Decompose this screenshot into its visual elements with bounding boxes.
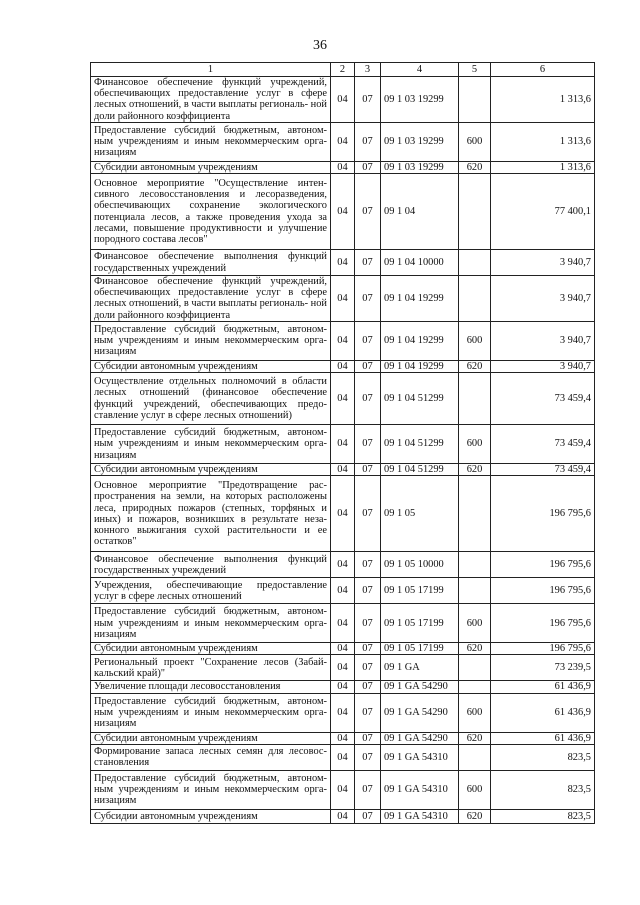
item-name: Субсидии автономным учреждениям — [91, 464, 331, 476]
subsection-code: 07 — [355, 809, 381, 823]
section-code: 04 — [331, 643, 355, 655]
header-row — [91, 63, 595, 77]
budget-table — [90, 62, 595, 824]
amount-value: 77 400,1 — [491, 174, 595, 250]
subsection-code: 07 — [355, 122, 381, 161]
section-code: 04 — [331, 174, 355, 250]
expense-type-code — [459, 476, 491, 552]
amount-value: 196 795,6 — [491, 643, 595, 655]
expense-type-code: 620 — [459, 360, 491, 372]
item-name: Основное мероприятие "Предотвращение рас- пространения на земли, на которых расположены леса, природных пожаров (степных, торфяных и иных) и пожаров, возникших в результате неза- конного выжигания сухой растительности и ее остатков" — [91, 476, 331, 552]
section-code: 04 — [331, 360, 355, 372]
subsection-code: 07 — [355, 681, 381, 693]
target-article-code: 09 1 GA 54310 — [381, 744, 459, 770]
section-code: 04 — [331, 552, 355, 578]
item-name: Предоставление субсидий бюджетным, автоном- ным учреждениям и иным некоммерческим орга- низациям — [91, 604, 331, 643]
target-article-code: 09 1 05 17199 — [381, 643, 459, 655]
expense-type-code — [459, 655, 491, 681]
amount-value: 1 313,6 — [491, 77, 595, 123]
expense-type-code: 620 — [459, 161, 491, 173]
table-row — [91, 732, 595, 744]
table-row — [91, 122, 595, 161]
subsection-code: 07 — [355, 744, 381, 770]
expense-type-code: 620 — [459, 643, 491, 655]
amount-value: 73 239,5 — [491, 655, 595, 681]
expense-type-code: 600 — [459, 770, 491, 809]
section-code: 04 — [331, 122, 355, 161]
subsection-code: 07 — [355, 464, 381, 476]
amount-value: 73 459,4 — [491, 464, 595, 476]
target-article-code: 09 1 04 19299 — [381, 321, 459, 360]
subsection-code: 07 — [355, 578, 381, 604]
column-header-name: 1 — [91, 63, 331, 77]
amount-value: 61 436,9 — [491, 681, 595, 693]
table-row — [91, 655, 595, 681]
expense-type-code — [459, 681, 491, 693]
amount-value: 823,5 — [491, 770, 595, 809]
item-name: Субсидии автономным учреждениям — [91, 360, 331, 372]
expense-type-code: 600 — [459, 425, 491, 464]
expense-type-code — [459, 77, 491, 123]
section-code: 04 — [331, 250, 355, 276]
target-article-code: 09 1 04 51299 — [381, 425, 459, 464]
amount-value: 196 795,6 — [491, 552, 595, 578]
table-row — [91, 174, 595, 250]
section-code: 04 — [331, 476, 355, 552]
table-row — [91, 744, 595, 770]
subsection-code: 07 — [355, 604, 381, 643]
target-article-code: 09 1 04 10000 — [381, 250, 459, 276]
target-article-code: 09 1 04 51299 — [381, 464, 459, 476]
subsection-code: 07 — [355, 276, 381, 322]
item-name: Субсидии автономным учреждениям — [91, 161, 331, 173]
expense-type-code — [459, 552, 491, 578]
section-code: 04 — [331, 578, 355, 604]
expense-type-code: 600 — [459, 693, 491, 732]
item-name: Предоставление субсидий бюджетным, автоном- ным учреждениям и иным некоммерческим орга- низациям — [91, 321, 331, 360]
expense-type-code: 600 — [459, 321, 491, 360]
amount-value: 196 795,6 — [491, 578, 595, 604]
item-name: Предоставление субсидий бюджетным, автоном- ным учреждениям и иным некоммерческим орга- низациям — [91, 693, 331, 732]
expense-type-code: 620 — [459, 464, 491, 476]
section-code: 04 — [331, 373, 355, 425]
section-code: 04 — [331, 681, 355, 693]
column-header-section: 2 — [331, 63, 355, 77]
target-article-code: 09 1 GA 54310 — [381, 770, 459, 809]
subsection-code: 07 — [355, 321, 381, 360]
page-number: 36 — [313, 38, 327, 53]
expense-type-code: 620 — [459, 732, 491, 744]
table-row — [91, 681, 595, 693]
subsection-code: 07 — [355, 770, 381, 809]
expense-type-code — [459, 578, 491, 604]
section-code: 04 — [331, 693, 355, 732]
target-article-code: 09 1 GA 54290 — [381, 732, 459, 744]
amount-value: 1 313,6 — [491, 122, 595, 161]
item-name: Увеличение площади лесовосстановления — [91, 681, 331, 693]
column-header-expense-type: 5 — [459, 63, 491, 77]
section-code: 04 — [331, 809, 355, 823]
expense-type-code: 600 — [459, 122, 491, 161]
expense-type-code — [459, 373, 491, 425]
subsection-code: 07 — [355, 161, 381, 173]
target-article-code: 09 1 03 19299 — [381, 122, 459, 161]
column-header-subsection: 3 — [355, 63, 381, 77]
subsection-code: 07 — [355, 174, 381, 250]
table-row — [91, 161, 595, 173]
section-code: 04 — [331, 655, 355, 681]
item-name: Финансовое обеспечение выполнения функций государственных учреждений — [91, 552, 331, 578]
expense-type-code — [459, 174, 491, 250]
expense-type-code — [459, 250, 491, 276]
target-article-code: 09 1 05 17199 — [381, 578, 459, 604]
target-article-code: 09 1 GA 54290 — [381, 693, 459, 732]
item-name: Субсидии автономным учреждениям — [91, 643, 331, 655]
subsection-code: 07 — [355, 360, 381, 372]
subsection-code: 07 — [355, 373, 381, 425]
subsection-code: 07 — [355, 732, 381, 744]
item-name: Учреждения, обеспечивающие предоставление услуг в сфере лесных отношений — [91, 578, 331, 604]
amount-value: 61 436,9 — [491, 693, 595, 732]
table-row — [91, 552, 595, 578]
target-article-code: 09 1 04 19299 — [381, 360, 459, 372]
amount-value: 73 459,4 — [491, 373, 595, 425]
amount-value: 73 459,4 — [491, 425, 595, 464]
expense-type-code — [459, 744, 491, 770]
item-name: Финансовое обеспечение функций учреждений, обеспечивающих предоставление услуг в сфере лесных отношений, в части выплаты региональ- ной доли районного коэффициента — [91, 276, 331, 322]
item-name: Предоставление субсидий бюджетным, автоном- ным учреждениям и иным некоммерческим орга- низациям — [91, 122, 331, 161]
target-article-code: 09 1 05 — [381, 476, 459, 552]
item-name: Осуществление отдельных полномочий в области лесных отношений (финансовое обеспечение функций учреждений, обеспечивающих предо- ставление услуг в сфере лесных отношений) — [91, 373, 331, 425]
target-article-code: 09 1 04 19299 — [381, 276, 459, 322]
amount-value: 196 795,6 — [491, 476, 595, 552]
item-name: Финансовое обеспечение функций учреждений, обеспечивающих предоставление услуг в сфере лесных отношений, в части выплаты региональ- ной доли районного коэффициента — [91, 77, 331, 123]
item-name: Предоставление субсидий бюджетным, автоном- ным учреждениям и иным некоммерческим орга- низациям — [91, 770, 331, 809]
table-row — [91, 276, 595, 322]
column-header-amount: 6 — [491, 63, 595, 77]
section-code: 04 — [331, 77, 355, 123]
section-code: 04 — [331, 744, 355, 770]
section-code: 04 — [331, 425, 355, 464]
section-code: 04 — [331, 276, 355, 322]
target-article-code: 09 1 05 10000 — [381, 552, 459, 578]
item-name: Основное мероприятие "Осуществление интен- сивного лесовосстановления и лесоразведения, обеспечивающих сохранение экологического потенциала лесов, а также проведения ухода за лесами, повышение продуктивности и улучшение породного состава лесов" — [91, 174, 331, 250]
target-article-code: 09 1 GA — [381, 655, 459, 681]
subsection-code: 07 — [355, 693, 381, 732]
section-code: 04 — [331, 161, 355, 173]
target-article-code: 09 1 GA 54290 — [381, 681, 459, 693]
amount-value: 61 436,9 — [491, 732, 595, 744]
table-row — [91, 578, 595, 604]
item-name: Формирование запаса лесных семян для лесовос- становления — [91, 744, 331, 770]
item-name: Субсидии автономным учреждениям — [91, 732, 331, 744]
table-row — [91, 360, 595, 372]
amount-value: 1 313,6 — [491, 161, 595, 173]
table-row — [91, 464, 595, 476]
table-row — [91, 643, 595, 655]
amount-value: 3 940,7 — [491, 276, 595, 322]
amount-value: 823,5 — [491, 744, 595, 770]
target-article-code: 09 1 03 19299 — [381, 161, 459, 173]
section-code: 04 — [331, 732, 355, 744]
section-code: 04 — [331, 464, 355, 476]
expense-type-code: 620 — [459, 809, 491, 823]
item-name: Субсидии автономным учреждениям — [91, 809, 331, 823]
subsection-code: 07 — [355, 250, 381, 276]
amount-value: 196 795,6 — [491, 604, 595, 643]
section-code: 04 — [331, 604, 355, 643]
subsection-code: 07 — [355, 643, 381, 655]
amount-value: 3 940,7 — [491, 360, 595, 372]
table-row — [91, 770, 595, 809]
table-row — [91, 373, 595, 425]
subsection-code: 07 — [355, 476, 381, 552]
target-article-code: 09 1 03 19299 — [381, 77, 459, 123]
table-row — [91, 604, 595, 643]
table-row — [91, 693, 595, 732]
target-article-code: 09 1 04 51299 — [381, 373, 459, 425]
expense-type-code: 600 — [459, 604, 491, 643]
table-row — [91, 77, 595, 123]
subsection-code: 07 — [355, 552, 381, 578]
table-row — [91, 476, 595, 552]
table-row — [91, 809, 595, 823]
amount-value: 3 940,7 — [491, 321, 595, 360]
section-code: 04 — [331, 770, 355, 809]
amount-value: 3 940,7 — [491, 250, 595, 276]
target-article-code: 09 1 GA 54310 — [381, 809, 459, 823]
expense-type-code — [459, 276, 491, 322]
target-article-code: 09 1 05 17199 — [381, 604, 459, 643]
amount-value: 823,5 — [491, 809, 595, 823]
item-name: Финансовое обеспечение выполнения функций государственных учреждений — [91, 250, 331, 276]
target-article-code: 09 1 04 — [381, 174, 459, 250]
subsection-code: 07 — [355, 655, 381, 681]
item-name: Региональный проект "Сохранение лесов (Забай- кальский край)" — [91, 655, 331, 681]
table-row — [91, 425, 595, 464]
table-row — [91, 250, 595, 276]
subsection-code: 07 — [355, 77, 381, 123]
item-name: Предоставление субсидий бюджетным, автоном- ным учреждениям и иным некоммерческим орга- низациям — [91, 425, 331, 464]
column-header-target-code: 4 — [381, 63, 459, 77]
section-code: 04 — [331, 321, 355, 360]
subsection-code: 07 — [355, 425, 381, 464]
table-row — [91, 321, 595, 360]
